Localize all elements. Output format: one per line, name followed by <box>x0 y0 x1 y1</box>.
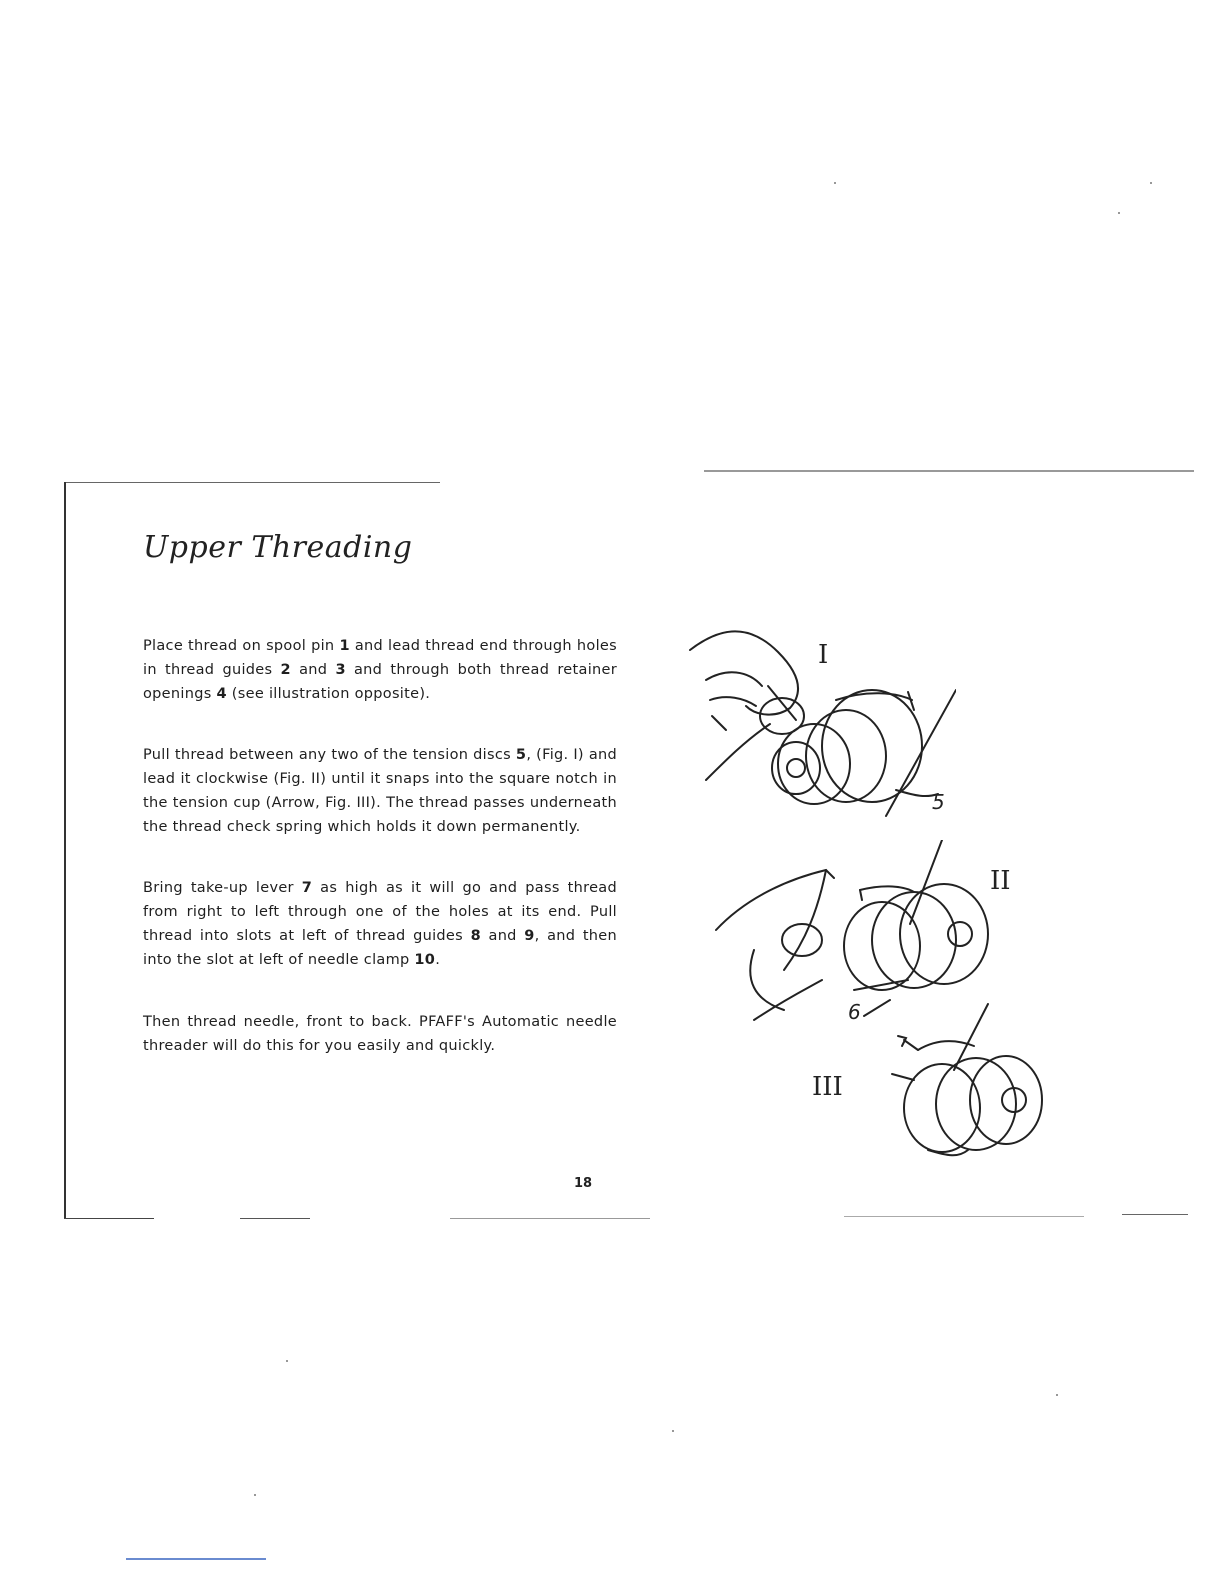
frame-bottom-line-mid <box>240 1218 310 1219</box>
footer-bar <box>126 1558 266 1560</box>
frame-bottom-line-left <box>64 1218 154 1219</box>
figure-2-callout-6: 6 <box>848 1000 861 1024</box>
frame-bottom-line-center <box>450 1218 650 1219</box>
scan-speck <box>286 1360 288 1362</box>
scan-speck <box>672 1430 674 1432</box>
scan-speck <box>254 1494 256 1496</box>
scan-speck <box>834 182 836 184</box>
paragraph-thread-needle: Then thread needle, front to back. PFAFF's Automatic needle threader will do this for you easily and quickly. <box>143 1014 617 1054</box>
scan-speck <box>1118 212 1120 214</box>
paragraph-spool-pin: Place thread on spool pin 1 and lead thread end through holes in thread guides 2 and 3 and through both thread retainer openings 4 (see illustration opposite). <box>143 638 617 702</box>
frame-bottom-line-right <box>844 1216 1084 1217</box>
scan-speck <box>1150 182 1152 184</box>
paragraph-take-up-lever: Bring take-up lever 7 as high as it will go and pass thread from right to left through one of the holes at its end. Pull thread into slots at left of thread guides 8 and 9, and then into the slot at left of needle clamp 10. <box>143 880 617 968</box>
scan-speck <box>1056 1394 1058 1396</box>
figure-1-label: I <box>818 640 829 670</box>
frame-bottom-line-far-right <box>1122 1214 1188 1215</box>
page-number: 18 <box>574 1176 593 1191</box>
figure-2-label: II <box>990 866 1011 896</box>
figure-3-label: III <box>812 1072 843 1102</box>
frame-top-line-left <box>64 482 440 483</box>
figure-3-illustration <box>858 1000 1048 1170</box>
frame-top-line-right <box>704 470 1194 472</box>
frame-left-line <box>64 482 66 1218</box>
paragraph-tension-discs: Pull thread between any two of the tension discs 5, (Fig. I) and lead it clockwise (Fig. II) until it snaps into the square notch in the tension cup (Arrow, Fig. III). The thread passes underneath the thread check spring which holds it down permanently. <box>143 747 618 835</box>
figure-1-callout-5: 5 <box>932 790 945 814</box>
page-title: Upper Threading <box>143 530 413 565</box>
